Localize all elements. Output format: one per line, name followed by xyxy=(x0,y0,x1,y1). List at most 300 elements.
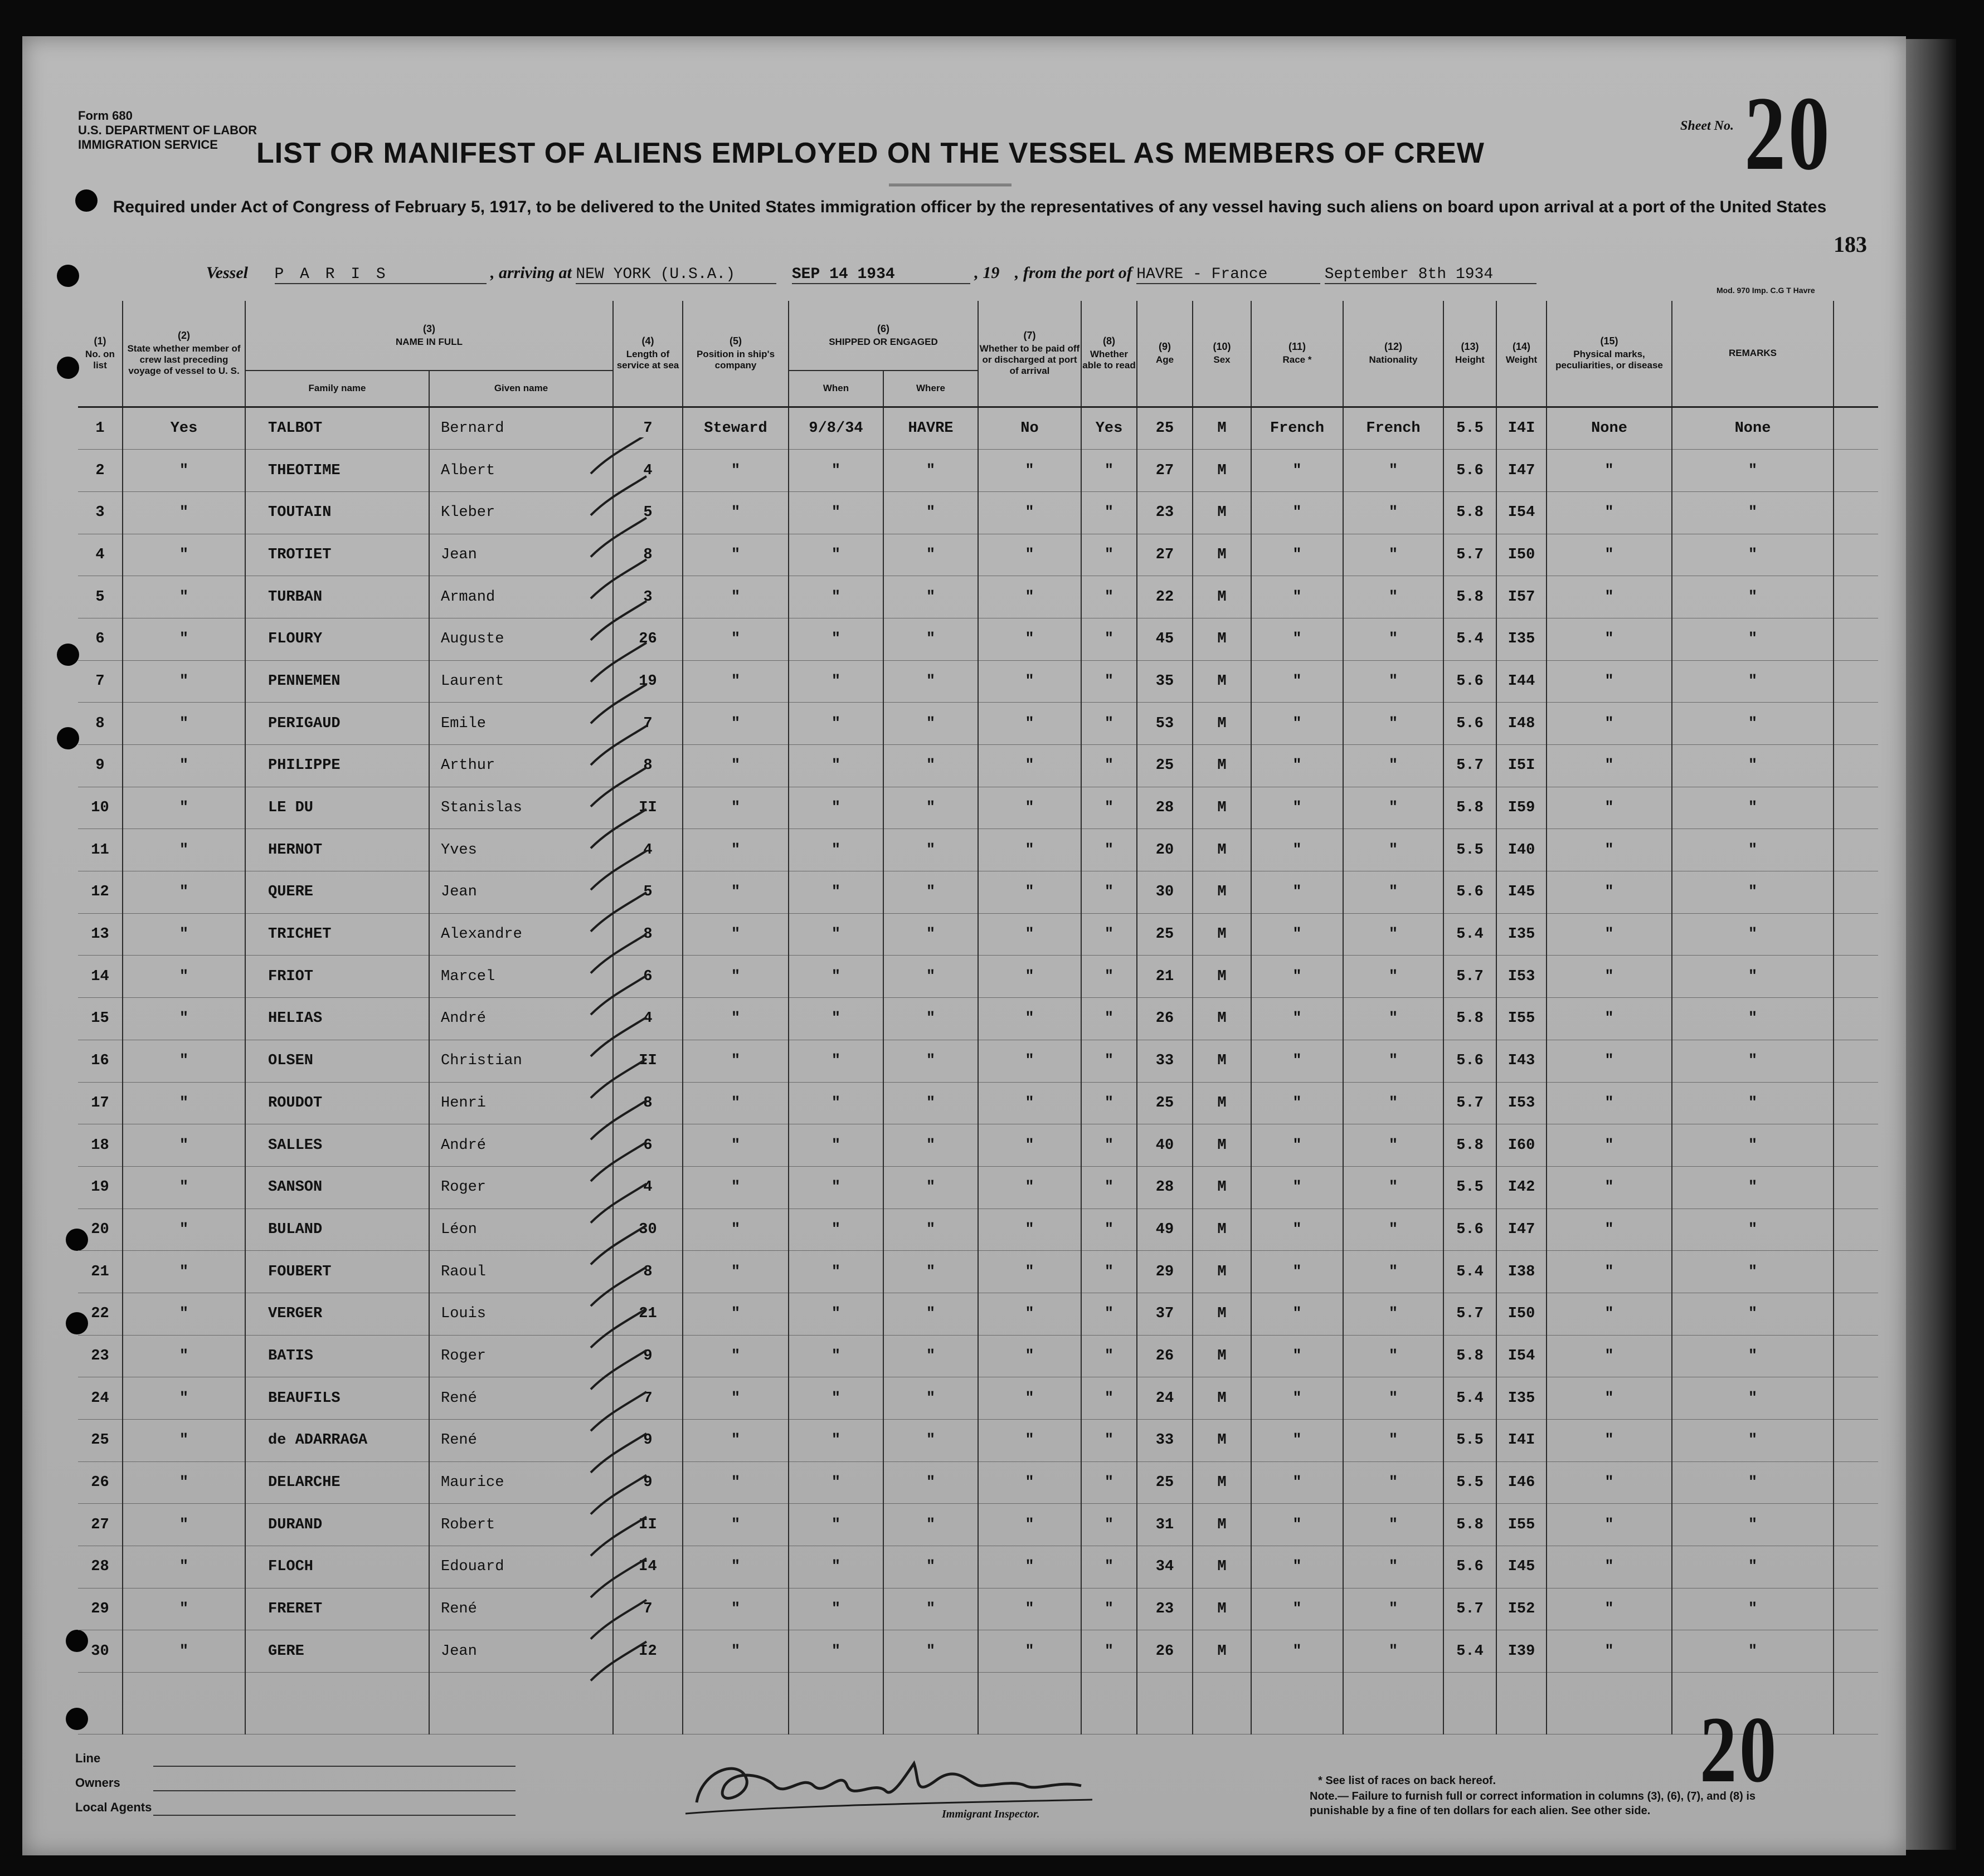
cell-when: 9/8/34 xyxy=(789,407,883,450)
cell-read: " xyxy=(1081,871,1137,914)
col-header-read: (8) Whether able to read xyxy=(1081,301,1137,407)
cell-marks: " xyxy=(1547,998,1672,1040)
cell-nationality: " xyxy=(1343,1420,1443,1462)
cell-no: 15 xyxy=(78,998,123,1040)
cell-when: " xyxy=(789,450,883,492)
cell-read: " xyxy=(1081,913,1137,956)
cell-margin xyxy=(1834,1546,1878,1588)
cell-read: " xyxy=(1081,745,1137,787)
cell-service: I4 xyxy=(613,1546,683,1588)
cell-last-voyage: " xyxy=(123,1504,245,1546)
cell-paid-off: " xyxy=(978,1420,1081,1462)
cell-marks: " xyxy=(1547,1546,1672,1588)
cell-margin xyxy=(1834,1293,1878,1335)
cell-when: " xyxy=(789,576,883,618)
cell-read: " xyxy=(1081,829,1137,871)
col-header-service: (4) Length of service at sea xyxy=(613,301,683,407)
cell-paid-off: " xyxy=(978,1377,1081,1420)
cell-race: " xyxy=(1251,913,1343,956)
cell-remarks: " xyxy=(1672,1377,1834,1420)
cell-remarks: " xyxy=(1672,787,1834,829)
cell-given-name: Arthur xyxy=(429,745,613,787)
cell-position: " xyxy=(683,660,789,703)
cell-marks: " xyxy=(1547,1293,1672,1335)
cell-position: " xyxy=(683,1251,789,1293)
cell-race: " xyxy=(1251,1293,1343,1335)
cell-no: 7 xyxy=(78,660,123,703)
check-mark xyxy=(591,1392,646,1431)
punch-hole xyxy=(57,644,79,666)
cell-age: 40 xyxy=(1137,1124,1193,1167)
cell-service: 30 xyxy=(613,1209,683,1251)
vessel-label: Vessel xyxy=(206,264,248,282)
cell-age: 21 xyxy=(1137,956,1193,998)
table-row xyxy=(78,491,1878,534)
cell-marks: None xyxy=(1547,407,1672,450)
cell-paid-off: " xyxy=(978,1504,1081,1546)
cell-weight: I35 xyxy=(1496,913,1547,956)
col-header-weight: (14) Weight xyxy=(1496,301,1547,407)
cell-paid-off: " xyxy=(978,618,1081,660)
cell-height: 5.5 xyxy=(1443,1461,1496,1504)
cell-age: 37 xyxy=(1137,1293,1193,1335)
cell-position: " xyxy=(683,703,789,745)
cell-when: " xyxy=(789,1546,883,1588)
cell-service: 3 xyxy=(613,576,683,618)
cell-sex: M xyxy=(1193,745,1251,787)
cell-margin xyxy=(1834,1461,1878,1504)
cell-when: " xyxy=(789,1504,883,1546)
punch-hole xyxy=(57,265,79,287)
col-header-shipped: (6) SHIPPED OR ENGAGED xyxy=(789,301,978,371)
cell-family-name: de ADARRAGA xyxy=(245,1420,429,1462)
cell-race: " xyxy=(1251,871,1343,914)
cell-when: " xyxy=(789,956,883,998)
cell-remarks: " xyxy=(1672,1504,1834,1546)
cell-service: 26 xyxy=(613,618,683,660)
cell-sex: M xyxy=(1193,1082,1251,1124)
from-label: , from the port of xyxy=(1014,264,1132,282)
cell-service: 8 xyxy=(613,1251,683,1293)
cell-paid-off: " xyxy=(978,1293,1081,1335)
cell-where: " xyxy=(883,787,978,829)
cell-margin xyxy=(1834,787,1878,829)
cell-last-voyage: " xyxy=(123,576,245,618)
cell-nationality: " xyxy=(1343,1124,1443,1167)
cell-nationality: " xyxy=(1343,1588,1443,1630)
cell-weight: I53 xyxy=(1496,956,1547,998)
cell-sex: M xyxy=(1193,660,1251,703)
check-mark xyxy=(591,1350,646,1389)
cell-marks: " xyxy=(1547,787,1672,829)
cell-nationality: " xyxy=(1343,576,1443,618)
cell-paid-off: " xyxy=(978,1588,1081,1630)
cell-weight: I5I xyxy=(1496,745,1547,787)
check-mark xyxy=(591,518,646,557)
cell-paid-off: " xyxy=(978,998,1081,1040)
cell-no: 4 xyxy=(78,534,123,576)
cell-position: " xyxy=(683,913,789,956)
cell-last-voyage: " xyxy=(123,1040,245,1082)
cell-height: 5.5 xyxy=(1443,829,1496,871)
cell-paid-off: " xyxy=(978,1630,1081,1673)
cell-position: Steward xyxy=(683,407,789,450)
cell-service: 6 xyxy=(613,1124,683,1167)
cell-marks: " xyxy=(1547,1630,1672,1673)
cell-paid-off: " xyxy=(978,1124,1081,1167)
col-header-where: Where xyxy=(883,371,978,407)
cell-position: " xyxy=(683,1588,789,1630)
check-mark xyxy=(591,726,646,765)
cell-read: " xyxy=(1081,491,1137,534)
cell-age: 49 xyxy=(1137,1209,1193,1251)
col-header-name: (3) NAME IN FULL xyxy=(245,301,613,371)
cell-position: " xyxy=(683,1124,789,1167)
cell-height: 5.6 xyxy=(1443,1546,1496,1588)
cell-weight: I43 xyxy=(1496,1040,1547,1082)
cell-height: 5.7 xyxy=(1443,745,1496,787)
cell-given-name: Léon xyxy=(429,1209,613,1251)
cell-when: " xyxy=(789,618,883,660)
cell-remarks: " xyxy=(1672,871,1834,914)
cell-family-name: FRIOT xyxy=(245,956,429,998)
cell-read: Yes xyxy=(1081,407,1137,450)
table-row xyxy=(78,1546,1878,1588)
cell-family-name: FLOCH xyxy=(245,1546,429,1588)
cell-last-voyage: " xyxy=(123,491,245,534)
check-mark xyxy=(591,1142,646,1181)
cell-sex: M xyxy=(1193,450,1251,492)
cell-height: 5.4 xyxy=(1443,618,1496,660)
cell-weight: I42 xyxy=(1496,1166,1547,1209)
check-mark xyxy=(591,437,646,474)
cell-read: " xyxy=(1081,576,1137,618)
cell-family-name: OLSEN xyxy=(245,1040,429,1082)
cell-margin xyxy=(1834,450,1878,492)
cell-when: " xyxy=(789,1082,883,1124)
check-marks xyxy=(557,437,669,1741)
table-row xyxy=(78,1504,1878,1546)
cell-when: " xyxy=(789,745,883,787)
cell-sex: M xyxy=(1193,1251,1251,1293)
cell-where: " xyxy=(883,534,978,576)
cell-margin xyxy=(1834,660,1878,703)
cell-marks: " xyxy=(1547,450,1672,492)
cell-weight: I45 xyxy=(1496,1546,1547,1588)
cell-weight: I47 xyxy=(1496,450,1547,492)
cell-paid-off: " xyxy=(978,491,1081,534)
cell-race: " xyxy=(1251,1377,1343,1420)
cell-position: " xyxy=(683,1293,789,1335)
cell-marks: " xyxy=(1547,1461,1672,1504)
cell-when: " xyxy=(789,1420,883,1462)
cell-given-name: Henri xyxy=(429,1082,613,1124)
cell-weight: I54 xyxy=(1496,1335,1547,1377)
cell-margin xyxy=(1834,1588,1878,1630)
table-row xyxy=(78,660,1878,703)
cell-given-name: Bernard xyxy=(429,407,613,450)
cell-service: 4 xyxy=(613,1166,683,1209)
cell-height: 5.6 xyxy=(1443,1209,1496,1251)
cell-margin xyxy=(1834,956,1878,998)
cell-family-name: LE DU xyxy=(245,787,429,829)
cell-race: " xyxy=(1251,534,1343,576)
cell-family-name: TROTIET xyxy=(245,534,429,576)
cell-no: 17 xyxy=(78,1082,123,1124)
cell-sex: M xyxy=(1193,1335,1251,1377)
cell-margin xyxy=(1834,1082,1878,1124)
cell-where: " xyxy=(883,1124,978,1167)
cell-service: 4 xyxy=(613,998,683,1040)
table-row xyxy=(78,1377,1878,1420)
cell-position: " xyxy=(683,1335,789,1377)
cell-nationality: " xyxy=(1343,1377,1443,1420)
cell-read: " xyxy=(1081,1630,1137,1673)
check-mark xyxy=(591,559,646,598)
cell-weight: I52 xyxy=(1496,1588,1547,1630)
cell-remarks: " xyxy=(1672,1588,1834,1630)
cell-last-voyage: " xyxy=(123,998,245,1040)
cell-family-name: SANSON xyxy=(245,1166,429,1209)
check-mark xyxy=(591,1225,646,1264)
cell-no: 9 xyxy=(78,745,123,787)
cell-sex: M xyxy=(1193,1420,1251,1462)
cell-height: 5.5 xyxy=(1443,1166,1496,1209)
cell-family-name: TOUTAIN xyxy=(245,491,429,534)
cell-paid-off: " xyxy=(978,1461,1081,1504)
cell-marks: " xyxy=(1547,1040,1672,1082)
cell-marks: " xyxy=(1547,956,1672,998)
cell-marks: " xyxy=(1547,703,1672,745)
cell-height: 5.4 xyxy=(1443,1251,1496,1293)
table-row xyxy=(78,1335,1878,1377)
cell-last-voyage: " xyxy=(123,1209,245,1251)
cell-marks: " xyxy=(1547,913,1672,956)
blank-cell xyxy=(1443,1673,1496,1734)
vessel-line xyxy=(206,264,1878,284)
cell-height: 5.8 xyxy=(1443,576,1496,618)
cell-where: " xyxy=(883,491,978,534)
cell-margin xyxy=(1834,491,1878,534)
cell-race: " xyxy=(1251,576,1343,618)
cell-where: " xyxy=(883,1420,978,1462)
cell-position: " xyxy=(683,1209,789,1251)
cell-where: " xyxy=(883,1461,978,1504)
cell-last-voyage: " xyxy=(123,450,245,492)
blank-cell xyxy=(1834,1673,1878,1734)
blank-cell xyxy=(1496,1673,1547,1734)
cell-nationality: " xyxy=(1343,829,1443,871)
cell-position: " xyxy=(683,1504,789,1546)
cell-where: " xyxy=(883,745,978,787)
cell-no: 19 xyxy=(78,1166,123,1209)
cell-where: " xyxy=(883,703,978,745)
cell-last-voyage: " xyxy=(123,829,245,871)
table-row xyxy=(78,871,1878,914)
cell-weight: I60 xyxy=(1496,1124,1547,1167)
cell-sex: M xyxy=(1193,1293,1251,1335)
cell-margin xyxy=(1834,829,1878,871)
cell-position: " xyxy=(683,1461,789,1504)
cell-age: 28 xyxy=(1137,1166,1193,1209)
col-header-remarks: REMARKS xyxy=(1672,301,1834,407)
cell-service: 7 xyxy=(613,703,683,745)
cell-height: 5.5 xyxy=(1443,407,1496,450)
cell-paid-off: " xyxy=(978,576,1081,618)
cell-marks: " xyxy=(1547,1335,1672,1377)
cell-no: 5 xyxy=(78,576,123,618)
cell-paid-off: " xyxy=(978,703,1081,745)
cell-when: " xyxy=(789,1293,883,1335)
cell-last-voyage: " xyxy=(123,703,245,745)
table-row xyxy=(78,1630,1878,1673)
cell-paid-off: " xyxy=(978,829,1081,871)
col-header-given-name: Given name xyxy=(429,371,613,407)
cell-sex: M xyxy=(1193,1209,1251,1251)
check-mark xyxy=(591,684,646,723)
line-field xyxy=(153,1765,516,1767)
cell-last-voyage: " xyxy=(123,618,245,660)
check-mark xyxy=(591,1059,646,1098)
cell-sex: M xyxy=(1193,913,1251,956)
cell-race: " xyxy=(1251,1040,1343,1082)
cell-when: " xyxy=(789,1209,883,1251)
cell-paid-off: " xyxy=(978,1040,1081,1082)
cell-family-name: HERNOT xyxy=(245,829,429,871)
check-mark xyxy=(591,1309,646,1348)
cell-position: " xyxy=(683,576,789,618)
table-row xyxy=(78,745,1878,787)
from-port: HAVRE - France xyxy=(1136,266,1320,284)
cell-race: " xyxy=(1251,998,1343,1040)
cell-given-name: René xyxy=(429,1420,613,1462)
line-label: Line xyxy=(75,1751,101,1765)
cell-nationality: " xyxy=(1343,1082,1443,1124)
cell-no: 8 xyxy=(78,703,123,745)
blank-cell xyxy=(1081,1673,1137,1734)
cell-nationality: " xyxy=(1343,1166,1443,1209)
printer-note: Mod. 970 Imp. C.G T Havre xyxy=(1716,286,1815,295)
cell-position: " xyxy=(683,998,789,1040)
cell-margin xyxy=(1834,576,1878,618)
cell-position: " xyxy=(683,618,789,660)
cell-service: 21 xyxy=(613,1293,683,1335)
cell-nationality: " xyxy=(1343,956,1443,998)
check-mark xyxy=(591,1184,646,1223)
cell-family-name: TALBOT xyxy=(245,407,429,450)
cell-when: " xyxy=(789,1166,883,1209)
cell-family-name: BULAND xyxy=(245,1209,429,1251)
cell-margin xyxy=(1834,534,1878,576)
cell-age: 20 xyxy=(1137,829,1193,871)
cell-weight: I57 xyxy=(1496,576,1547,618)
sheet-number-label: Sheet No. xyxy=(1680,119,1734,133)
cell-weight: I48 xyxy=(1496,703,1547,745)
cell-service: 7 xyxy=(613,407,683,450)
cell-sex: M xyxy=(1193,1588,1251,1630)
cell-race: " xyxy=(1251,956,1343,998)
cell-paid-off: " xyxy=(978,1335,1081,1377)
cell-marks: " xyxy=(1547,1251,1672,1293)
table-row xyxy=(78,576,1878,618)
cell-margin xyxy=(1834,1166,1878,1209)
page-edge xyxy=(1906,39,1956,1850)
cell-given-name: Raoul xyxy=(429,1251,613,1293)
title-rule xyxy=(889,184,1012,186)
sheet-number: 20 xyxy=(1744,75,1832,192)
cell-age: 34 xyxy=(1137,1546,1193,1588)
cell-last-voyage: " xyxy=(123,787,245,829)
cell-family-name: PERIGAUD xyxy=(245,703,429,745)
cell-where: " xyxy=(883,1546,978,1588)
cell-remarks: " xyxy=(1672,618,1834,660)
cell-where: " xyxy=(883,576,978,618)
table-row xyxy=(78,1251,1878,1293)
cell-weight: I55 xyxy=(1496,1504,1547,1546)
cell-when: " xyxy=(789,1124,883,1167)
cell-remarks: " xyxy=(1672,1166,1834,1209)
cell-nationality: " xyxy=(1343,871,1443,914)
cell-remarks: " xyxy=(1672,829,1834,871)
cell-age: 28 xyxy=(1137,787,1193,829)
cell-sex: M xyxy=(1193,998,1251,1040)
cell-given-name: Emile xyxy=(429,703,613,745)
cell-where: " xyxy=(883,1588,978,1630)
cell-family-name: FRERET xyxy=(245,1588,429,1630)
cell-height: 5.7 xyxy=(1443,1588,1496,1630)
check-mark xyxy=(591,1017,646,1056)
cell-remarks: " xyxy=(1672,703,1834,745)
cell-nationality: " xyxy=(1343,1209,1443,1251)
cell-service: 4 xyxy=(613,450,683,492)
cell-remarks: " xyxy=(1672,1251,1834,1293)
cell-read: " xyxy=(1081,1293,1137,1335)
cell-last-voyage: " xyxy=(123,871,245,914)
cell-height: 5.7 xyxy=(1443,956,1496,998)
cell-paid-off: " xyxy=(978,787,1081,829)
cell-family-name: HELIAS xyxy=(245,998,429,1040)
cell-marks: " xyxy=(1547,871,1672,914)
cell-given-name: Jean xyxy=(429,1630,613,1673)
cell-height: 5.4 xyxy=(1443,1630,1496,1673)
cell-margin xyxy=(1834,618,1878,660)
cell-race: " xyxy=(1251,745,1343,787)
cell-age: 27 xyxy=(1137,450,1193,492)
cell-marks: " xyxy=(1547,829,1672,871)
cell-weight: I39 xyxy=(1496,1630,1547,1673)
cell-race: " xyxy=(1251,1546,1343,1588)
cell-nationality: " xyxy=(1343,1504,1443,1546)
cell-margin xyxy=(1834,998,1878,1040)
cell-marks: " xyxy=(1547,1377,1672,1420)
cell-last-voyage: " xyxy=(123,1251,245,1293)
cell-margin xyxy=(1834,745,1878,787)
cell-race: " xyxy=(1251,618,1343,660)
table-row xyxy=(78,534,1878,576)
cell-age: 33 xyxy=(1137,1420,1193,1462)
cell-read: " xyxy=(1081,1335,1137,1377)
cell-sex: M xyxy=(1193,534,1251,576)
cell-no: 12 xyxy=(78,871,123,914)
cell-family-name: THEOTIME xyxy=(245,450,429,492)
cell-height: 5.7 xyxy=(1443,1082,1496,1124)
cell-read: " xyxy=(1081,787,1137,829)
blank-cell xyxy=(123,1673,245,1734)
cell-service: 8 xyxy=(613,745,683,787)
cell-paid-off: No xyxy=(978,407,1081,450)
cell-weight: I4I xyxy=(1496,407,1547,450)
bottom-sheet-number: 20 xyxy=(1700,1697,1779,1802)
